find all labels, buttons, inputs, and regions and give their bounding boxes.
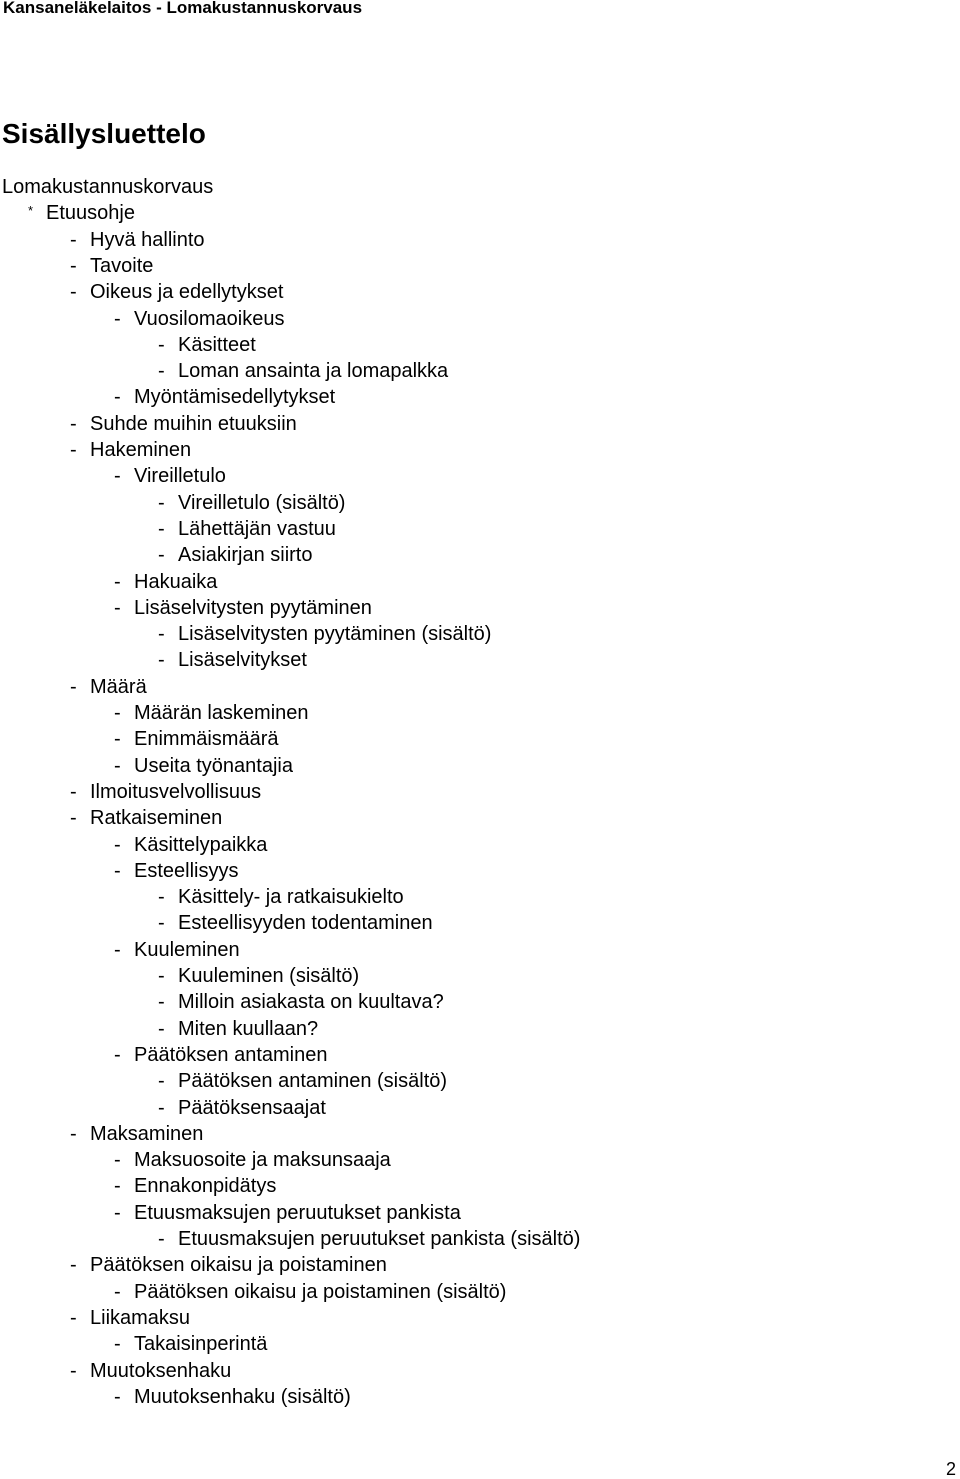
toc-entry <box>158 1016 318 1042</box>
toc-entry <box>70 411 297 437</box>
toc-entry-label: Esteellisyyden todentaminen <box>178 912 433 935</box>
toc-entry <box>114 1147 391 1173</box>
toc-entry-label: Muutoksenhaku <box>90 1359 232 1382</box>
toc-bullet-dash: - <box>70 1306 77 1329</box>
toc-entry <box>158 516 336 542</box>
toc-entry-label: Päätöksen antaminen (sisältö) <box>178 1070 448 1093</box>
toc-entry <box>114 753 293 779</box>
toc-entry <box>114 569 217 595</box>
toc-bullet-star: * <box>28 203 34 219</box>
toc-bullet-dash: - <box>114 596 121 619</box>
toc-entry <box>158 989 444 1015</box>
toc-entry-label: Vireilletulo <box>134 465 226 488</box>
toc-bullet-dash: - <box>70 228 77 251</box>
toc-entry-label: Esteellisyys <box>134 859 239 882</box>
toc-entry-label: Loman ansainta ja lomapalkka <box>178 360 449 383</box>
toc-entry-label: Kuuleminen (sisältö) <box>178 965 360 987</box>
toc-bullet-dash: - <box>114 702 121 724</box>
toc-bullet-dash: - <box>158 1228 165 1250</box>
toc-entry <box>158 1095 326 1121</box>
toc-bullet-dash: - <box>114 1175 121 1198</box>
toc-entry-label: Määrä <box>90 675 147 698</box>
toc-bullet-dash: - <box>70 254 77 277</box>
toc-bullet-dash: - <box>70 281 77 304</box>
toc-entry <box>158 910 433 936</box>
toc-entry-label: Maksaminen <box>90 1122 204 1145</box>
toc-entry-label: Päätöksensaajat <box>178 1096 326 1119</box>
toc-bullet-dash: - <box>158 333 165 356</box>
toc-bullet-dash: - <box>114 938 121 961</box>
toc-entry-label: Hyvä hallinto <box>90 228 205 251</box>
toc-entry-label: Milloin asiakasta on kuultava? <box>178 991 444 1014</box>
toc-bullet-dash: - <box>158 1017 165 1040</box>
toc-bullet-dash: - <box>114 570 121 593</box>
toc-entry-label: Takaisinperintä <box>134 1333 268 1356</box>
toc-entry <box>158 332 256 358</box>
toc-bullet-dash: - <box>114 833 121 856</box>
toc-bullet-dash: - <box>114 307 121 330</box>
toc-entry-label: Käsittely- ja ratkaisukielto <box>178 886 404 909</box>
toc-entry <box>70 227 205 253</box>
toc-entry-label: Myöntämisedellytykset <box>134 386 336 409</box>
toc-entry <box>26 200 135 226</box>
toc-entry <box>158 1226 580 1252</box>
toc-entry-label: Useita työnantajia <box>134 754 293 777</box>
page-number: 2 <box>945 1459 956 1479</box>
toc-entry <box>70 1252 387 1278</box>
toc-entry-label: Määrän laskeminen <box>134 702 309 724</box>
toc-entry-label: Päätöksen antaminen <box>134 1043 328 1066</box>
toc-entry <box>114 306 284 332</box>
toc-entry-label: Lisäselvitykset <box>178 649 307 672</box>
toc-entry-label: Liikamaksu <box>90 1306 191 1329</box>
toc-bullet-dash: - <box>158 886 165 909</box>
toc-bullet-dash: - <box>114 1043 121 1066</box>
toc-entry-label: Etuusmaksujen peruutukset pankista <box>134 1201 461 1224</box>
toc-entry <box>158 963 359 989</box>
toc-entry-label: Päätöksen oikaisu ja poistaminen <box>90 1254 387 1277</box>
toc-entry-label: Lisäselvitysten pyytäminen <box>134 596 372 619</box>
toc-entry <box>114 832 267 858</box>
toc-entry <box>70 1358 231 1384</box>
toc-bullet-dash: - <box>114 728 121 751</box>
toc-bullet-dash: - <box>70 412 77 435</box>
toc-bullet-dash: - <box>158 623 165 646</box>
document-header: Kansaneläkelaitos - Lomakustannuskorvaus <box>3 0 363 17</box>
toc-bullet-dash: - <box>158 649 165 672</box>
toc-bullet-dash: - <box>70 675 77 698</box>
toc-bullet-dash: - <box>158 991 165 1014</box>
toc-bullet-dash: - <box>158 360 165 383</box>
toc-entry-label: Muutoksenhaku (sisältö) <box>134 1385 351 1408</box>
toc-bullet-dash: - <box>114 1149 121 1172</box>
toc-entry <box>158 884 404 910</box>
toc-bullet-dash: - <box>70 807 77 830</box>
toc-entry <box>70 1305 190 1331</box>
toc-entry <box>114 700 309 726</box>
toc-entry-label: Käsitteet <box>178 333 256 356</box>
toc-bullet-dash: - <box>114 859 121 882</box>
toc-entry-label: Päätöksen oikaisu ja poistaminen (sisältö) <box>134 1280 507 1303</box>
toc-bullet-dash: - <box>114 1201 121 1224</box>
toc-entry-label: Enimmäismäärä <box>134 728 279 751</box>
toc-entry <box>158 621 491 647</box>
toc-bullet-dash: - <box>114 465 121 488</box>
toc-entry <box>114 1331 267 1357</box>
toc-entry-label: Ennakonpidätys <box>134 1175 277 1198</box>
toc-entry-label: Vireilletulo (sisältö) <box>178 491 346 514</box>
toc-entry-label: Oikeus ja edellytykset <box>90 281 284 304</box>
toc-bullet-dash: - <box>70 780 77 803</box>
toc-entry <box>158 490 345 516</box>
toc-bullet-dash: - <box>114 1280 121 1303</box>
toc-entry <box>158 1068 447 1094</box>
toc-entry <box>114 384 335 410</box>
toc-entry <box>114 1042 327 1068</box>
toc-bullet-dash: - <box>158 491 165 514</box>
toc-entry-label: Lähettäjän vastuu <box>178 517 336 540</box>
toc-entry-label: Suhde muihin etuuksiin <box>90 412 297 435</box>
toc-entry <box>70 1121 203 1147</box>
toc-entry <box>70 279 283 305</box>
toc-entry <box>114 1200 461 1226</box>
toc-entry <box>114 595 372 621</box>
toc-entry-label: Miten kuullaan? <box>178 1017 319 1040</box>
page-title: Sisällysluettelo <box>2 118 206 149</box>
toc-entry-label: Tavoite <box>90 254 154 277</box>
toc-bullet-dash: - <box>114 754 121 777</box>
toc-entry <box>158 647 307 673</box>
toc-bullet-dash: - <box>114 1385 121 1408</box>
toc-bullet-dash: - <box>158 965 165 987</box>
toc-bullet-dash: - <box>114 386 121 409</box>
toc-entry <box>114 1279 506 1305</box>
toc-entry <box>114 463 226 489</box>
toc-entry-label: Vuosilomaoikeus <box>134 307 285 330</box>
toc-bullet-dash: - <box>70 439 77 461</box>
toc-bullet-dash: - <box>158 517 165 540</box>
toc-bullet-dash: - <box>70 1359 77 1382</box>
toc-entry-label: Kuuleminen <box>134 938 240 961</box>
toc-entry-label: Ratkaiseminen <box>90 807 223 830</box>
toc-entry <box>158 358 448 384</box>
toc-entry <box>114 726 278 752</box>
toc-entry <box>114 858 238 884</box>
toc-bullet-dash: - <box>70 1254 77 1277</box>
toc-entry-label: Etuusmaksujen peruutukset pankista (sisältö) <box>178 1228 581 1250</box>
toc-bullet-dash: - <box>70 1122 77 1145</box>
toc-entry <box>158 542 312 568</box>
toc-entry <box>70 674 147 700</box>
toc-entry-label: Asiakirjan siirto <box>178 544 313 567</box>
toc-entry-label: Hakuaika <box>134 570 218 593</box>
toc-entry <box>70 779 261 805</box>
toc-bullet-dash: - <box>158 1070 165 1093</box>
toc-bullet-dash: - <box>158 1096 165 1119</box>
toc-bullet-dash: - <box>158 912 165 935</box>
toc-entry-label: Hakeminen <box>90 439 192 461</box>
toc-root-entry: Lomakustannuskorvaus <box>2 176 214 198</box>
toc-entry-label: Etuusohje <box>46 202 135 225</box>
toc-entry <box>70 437 191 463</box>
toc-entry <box>114 1173 276 1199</box>
toc-bullet-dash: - <box>114 1333 121 1356</box>
toc-entry <box>114 1384 351 1410</box>
toc-entry-label: Maksuosoite ja maksunsaaja <box>134 1149 391 1172</box>
toc-entry <box>70 253 153 279</box>
toc-entry-label: Lisäselvitysten pyytäminen (sisältö) <box>178 623 492 646</box>
toc-entry <box>70 805 222 831</box>
toc-entry-label: Käsittelypaikka <box>134 833 268 856</box>
toc-bullet-dash: - <box>158 544 165 567</box>
toc-entry <box>114 937 240 963</box>
toc-entry-label: Ilmoitusvelvollisuus <box>90 780 262 803</box>
